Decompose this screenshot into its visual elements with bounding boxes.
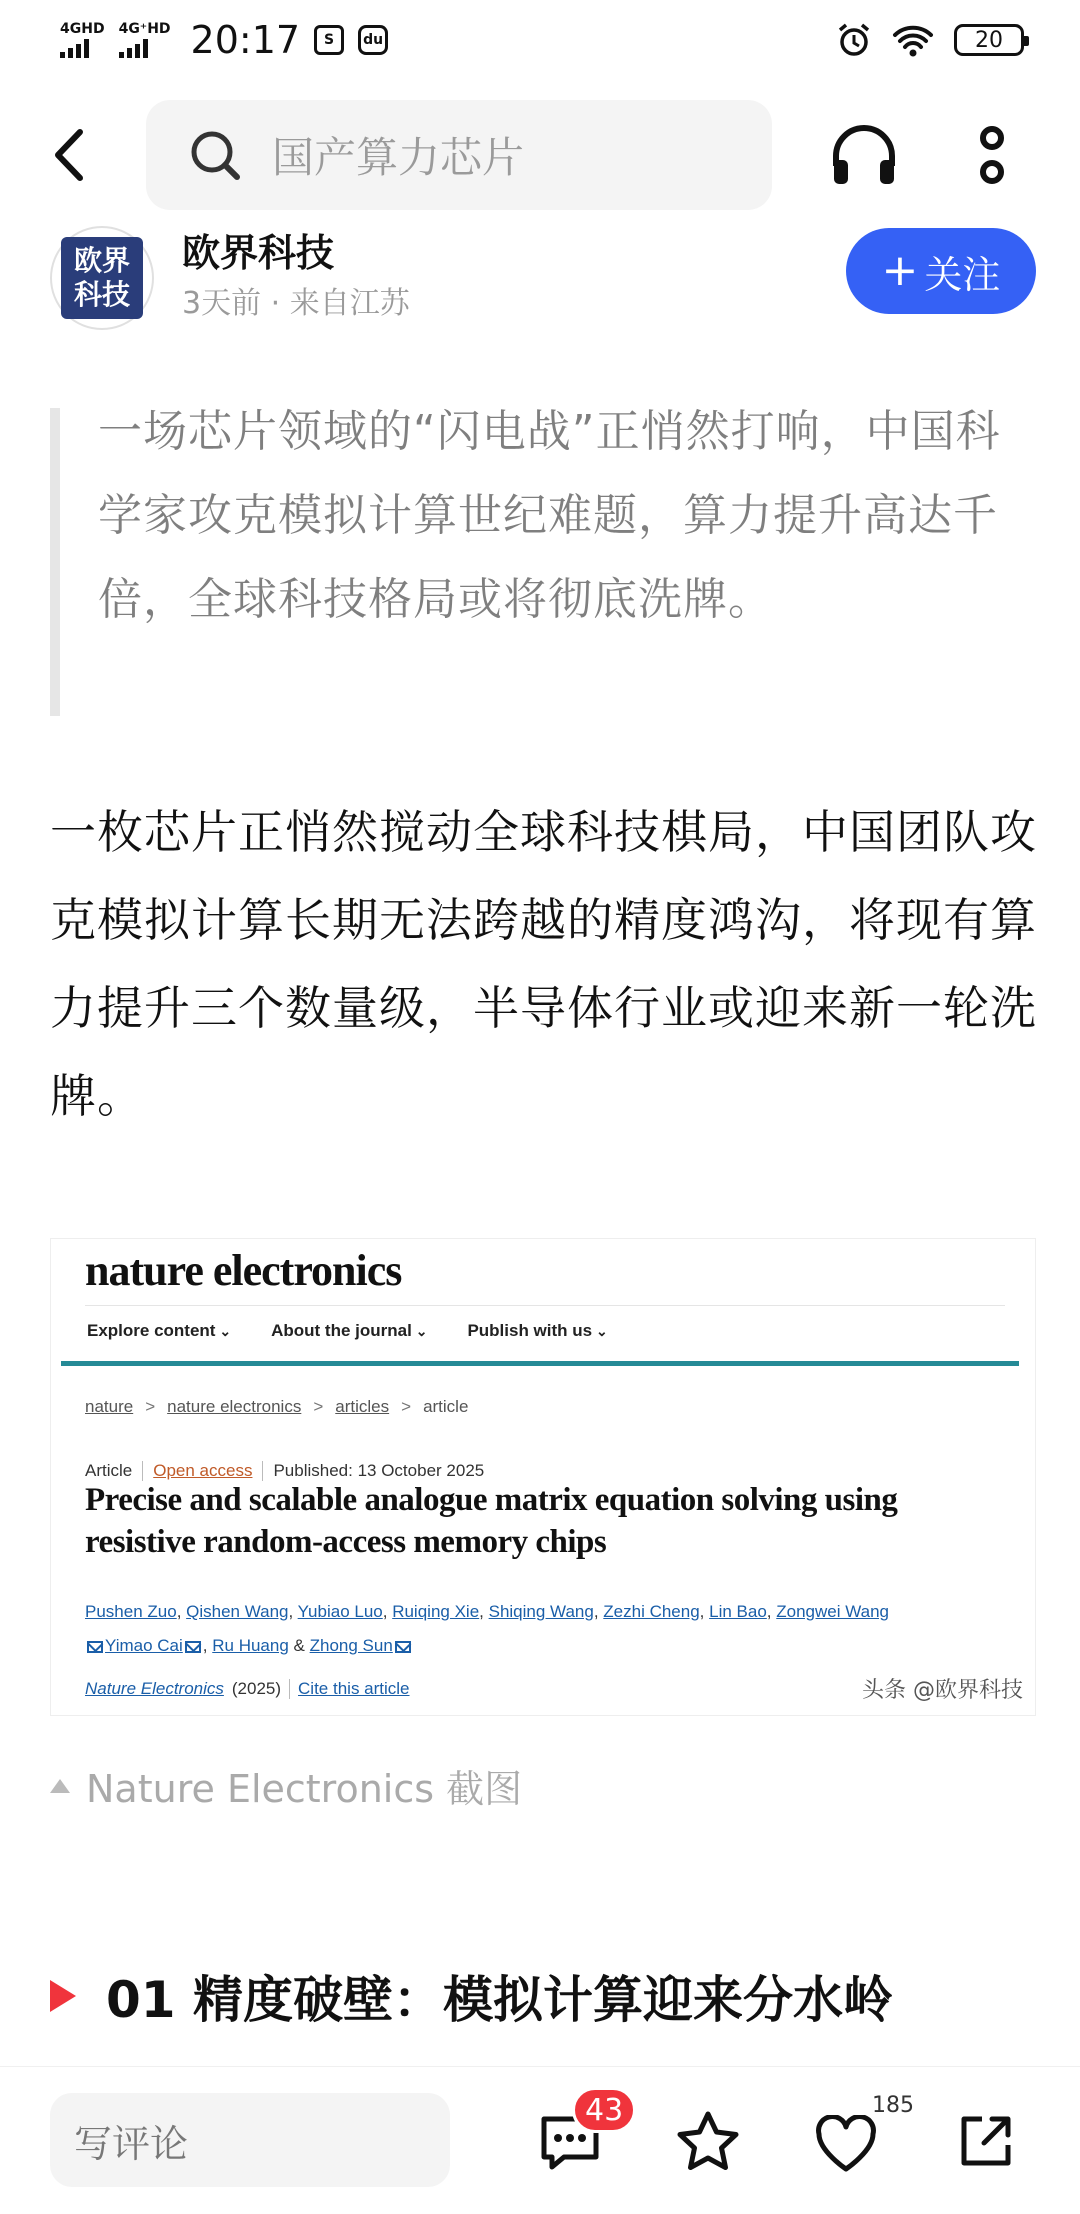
- back-arrow-icon[interactable]: [40, 122, 100, 188]
- watermark: 头条 @欧界科技: [862, 1678, 1023, 1703]
- comment-count-badge: 43: [572, 2087, 636, 2133]
- alarm-icon: [836, 22, 872, 58]
- image-caption: [50, 1758, 522, 1813]
- headphones-icon[interactable]: [830, 122, 898, 188]
- follow-label: 关注: [924, 252, 1001, 297]
- article-meta: Article Open access Published: 13 October 2025: [85, 1461, 485, 1480]
- notification-icon: S: [314, 25, 344, 55]
- accent-bar: [61, 1361, 1019, 1366]
- signal-indicator-1: 4GHD: [60, 22, 105, 58]
- divider: [85, 1305, 1005, 1306]
- email-icon: [395, 1641, 411, 1653]
- search-icon: [188, 128, 242, 182]
- email-icon: [87, 1641, 103, 1653]
- journal-logo: nature electronics: [85, 1246, 402, 1295]
- follow-button[interactable]: [846, 228, 1036, 314]
- status-bar: [0, 0, 1080, 88]
- search-bar[interactable]: [146, 100, 772, 210]
- journal-menu: [87, 1321, 608, 1341]
- quote-text: 一场芯片领域的“闪电战”正悄然打响，中国科学家攻克模拟计算世纪难题，算力提升高达千倍，全球科技格局或将彻底洗牌。: [98, 406, 1001, 625]
- paper-title: Precise and scalable analogue matrix equation solving using resistive random-access memory chips: [85, 1482, 898, 1560]
- article-image[interactable]: [50, 1238, 1036, 1716]
- triangle-up-icon: [50, 1779, 70, 1793]
- author-row: [0, 218, 1080, 328]
- breadcrumb: nature > nature electronics > articles > article: [85, 1397, 469, 1416]
- menu-explore: Explore content ⌄: [87, 1321, 231, 1341]
- wifi-icon: [892, 23, 934, 57]
- app-notification-icon: du: [358, 25, 388, 55]
- paper-authors: Pushen Zuo, Qishen Wang, Yubiao Luo, Ruiqing Xie, Shiqing Wang, Zezhi Cheng, Lin Bao, Zongwei Wang Yimao Cai , Ru Huang & Zhong Sun: [85, 1602, 890, 1655]
- author-name[interactable]: 欧界科技: [182, 231, 335, 275]
- article-summary-quote: [50, 408, 1040, 716]
- battery-indicator: 20: [954, 24, 1024, 56]
- email-icon: [185, 1641, 201, 1653]
- menu-about: About the journal ⌄: [271, 1321, 427, 1341]
- plus-icon: +: [881, 245, 919, 296]
- status-time: 20:17: [190, 18, 301, 62]
- bottom-action-bar: [0, 2066, 1080, 2214]
- play-marker-icon: [50, 1980, 76, 2012]
- menu-publish: Publish with us ⌄: [467, 1321, 607, 1341]
- more-options-icon[interactable]: [974, 124, 1010, 188]
- top-navigation: [0, 100, 1080, 210]
- author-avatar[interactable]: [50, 226, 154, 330]
- author-meta: 3天前 · 来自江苏: [182, 286, 410, 321]
- avatar-logo: 欧界科技: [61, 237, 143, 319]
- section-title: 01 精度破壁：模拟计算迎来分水岭: [106, 1971, 893, 2029]
- heart-icon[interactable]: [814, 2115, 878, 2173]
- citation-row: Nature Electronics (2025) Cite this article: [85, 1679, 410, 1698]
- caption-text: Nature Electronics 截图: [86, 1767, 523, 1811]
- article-paragraph: 一枚芯片正悄然搅动全球科技棋局，中国团队攻克模拟计算长期无法跨越的精度鸿沟，将现有算力提升三个数量级，半导体行业或迎来新一轮洗牌。: [50, 805, 1037, 1123]
- star-icon[interactable]: [674, 2109, 742, 2175]
- comment-input[interactable]: 写评论: [50, 2093, 450, 2187]
- section-heading: [50, 1960, 893, 2032]
- share-icon[interactable]: [956, 2111, 1016, 2171]
- search-placeholder: 国产算力芯片: [272, 133, 525, 182]
- like-count: 185: [872, 2093, 914, 2118]
- signal-indicator-2: 4G⁺HD: [119, 22, 171, 58]
